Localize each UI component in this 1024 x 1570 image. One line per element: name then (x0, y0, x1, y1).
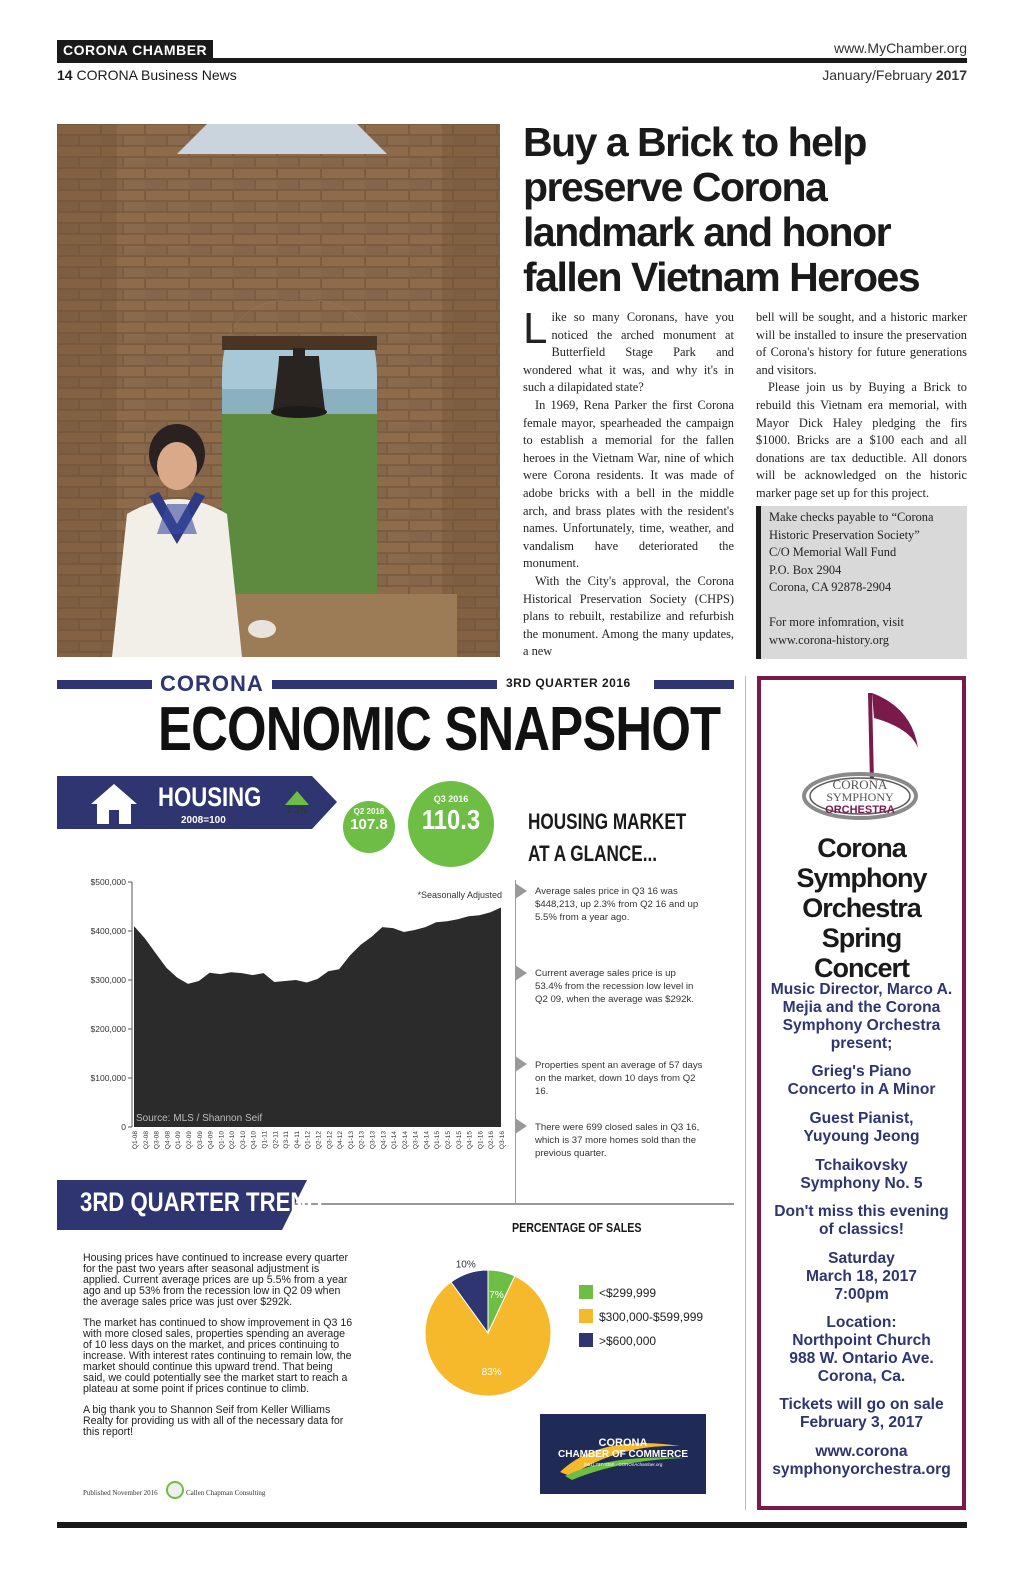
x-tick-label: Q2-08 (142, 1131, 150, 1150)
chart-source: Source: MLS / Shannon Seif (136, 1113, 263, 1124)
legend-label: >$600,000 (599, 1334, 657, 1348)
article-paragraph (523, 309, 734, 397)
q2-index-badge (343, 801, 395, 853)
x-tick-label: Q4-11 (293, 1131, 301, 1149)
orchestra-logo-line3: ORCHESTRA (825, 804, 895, 816)
chamber-logo-name: CORONA (598, 1437, 648, 1449)
x-tick-label: Q1-13 (347, 1131, 355, 1150)
site-url[interactable]: www.MyChamber.org (833, 40, 967, 56)
x-tick-label: Q3-13 (369, 1131, 377, 1150)
legend-swatch (579, 1309, 593, 1323)
ad-location-line: 988 W. Ontario Ave. (789, 1350, 934, 1367)
q2-label: Q2 2016 (353, 807, 385, 816)
x-tick-label: Q1-16 (477, 1131, 485, 1150)
published-date: Published November 2016 (83, 1489, 158, 1497)
x-tick-label: Q3-09 (196, 1131, 204, 1150)
article-paragraph: bell will be sought, and a historic marker will be installed to insure the preservation of Corona's history for future generations and visitors. (756, 310, 967, 377)
x-tick-label: Q1-08 (132, 1131, 139, 1150)
trend-paragraph: A big thank you to Shannon Seif from Keller Williams Realty for providing us with all of the necessary data for this report! (83, 1404, 344, 1438)
consultant-logo-icon (166, 1481, 184, 1499)
x-tick-label: Q1-12 (304, 1131, 312, 1150)
ad-location (757, 1314, 966, 1386)
pie-value-label: 7% (489, 1289, 504, 1301)
ad-pianist: Guest Pianist, Yuyoung Jeong (803, 1110, 920, 1145)
monument-photo (57, 124, 500, 657)
bullet-arrow-icon (515, 1056, 527, 1072)
glance-heading (528, 806, 686, 870)
header-rule (57, 58, 967, 63)
legend-label: $300,000-$599,999 (599, 1310, 704, 1324)
x-tick-label: Q2-15 (445, 1131, 453, 1150)
page-number-value: 14 (57, 67, 73, 83)
x-tick-label: Q2-09 (185, 1131, 193, 1150)
bullet-arrow-icon (515, 965, 527, 981)
q2-value: 107.8 (350, 816, 388, 833)
housing-price-chart (57, 870, 515, 1170)
x-tick-label: Q3-12 (326, 1131, 334, 1150)
x-tick-label: Q2-14 (401, 1131, 409, 1150)
x-tick-label: Q1-09 (175, 1131, 183, 1150)
publication-name: CORONA Business News (76, 67, 237, 83)
market-bullet: There were 699 closed sales in Q3 16, which is 37 more homes sold than the previous quarter. (535, 1122, 700, 1159)
article-paragraph: In 1969, Rena Parker the first Corona female mayor, spearheaded the campaign to establish a memorial for the fallen heroes in the Vietnam War, nine of which were Corona residents. It was made of adobe bricks with a bell in the middle arch, and brass plates with the resident's names. Unfortunately, time, weather, and vandalism have deteriorated the monument. (523, 397, 734, 571)
page-number (57, 67, 237, 83)
ad-tickets: Tickets will go on sale February 3, 2017 (779, 1396, 944, 1431)
x-tick-label: Q4-09 (207, 1131, 215, 1150)
x-tick-label: Q1-15 (434, 1131, 442, 1150)
article-paragraph: Please join us by Buying a Brick to rebuild this Vietnam era memorial, with Mayor Dick Haley pledging the firs $1000. Bricks are a $100 each and all donations are tax deductible. All donors will be acknowledged on the historic marker page set up for this project. (756, 380, 967, 500)
divider (515, 880, 516, 1205)
footer-rule (57, 1522, 967, 1528)
trend-text (83, 1253, 353, 1448)
trend-paragraph: The market has continued to show improvement in Q3 16 with more closed sales, properties spending an average of 10 less days on the market, and prices continuing to increase. With interest rates continuing to remain low, the market should continue this upward trend. That being said, we could potentially see the market start to reach a plateau at some point if prices continue to climb. (83, 1317, 353, 1395)
ad-piece-2: Tchaikovsky Symphony No. 5 (800, 1157, 923, 1192)
orchestra-logo-line1: CORONA (832, 777, 888, 792)
payable-line: Make checks payable to “Corona Historic Preservation Society” (769, 510, 934, 542)
pie-value-label: 10% (455, 1259, 476, 1271)
monument-illustration (57, 124, 500, 657)
legend-item (579, 1333, 656, 1348)
x-tick-label: Q4-14 (423, 1131, 431, 1150)
x-tick-label: Q2-10 (229, 1131, 237, 1150)
x-tick-label: Q3-11 (283, 1131, 291, 1149)
up-arrow-icon (285, 791, 309, 805)
y-tick-label: $100,000 (90, 1073, 126, 1083)
sales-pie-chart (420, 1253, 560, 1403)
chamber-logo (540, 1414, 706, 1494)
article-paragraph: With the City's approval, the Corona Historical Preservation Society (CHPS) plans to rebuilt, restabilize and refurbish the monument. Among the many updates, a new (523, 573, 734, 659)
ad-date-line: Saturday (828, 1250, 895, 1267)
legend-item (579, 1309, 703, 1324)
column-separator (745, 676, 746, 1510)
market-bullet: Average sales price in Q3 16 was $448,213, up 2.3% from Q2 16 and up 5.5% from a year ago. (535, 886, 699, 923)
chart-note: *Seasonally Adjusted (417, 890, 502, 900)
x-tick-label: Q3-08 (153, 1131, 161, 1150)
x-tick-label: Q4-12 (337, 1131, 345, 1150)
snapshot-city: CORONA (160, 671, 264, 696)
donation-info-box (756, 506, 967, 659)
paragraph-text: ike so many Coronans, have you noticed the arched monument at Butterfield Stage Park and wondered what it was, and why it's in such a dilapidated state? (523, 310, 734, 395)
legend-label: <$299,999 (599, 1286, 657, 1300)
q3-label: Q3 2016 (433, 794, 469, 804)
glance-line: AT A GLANCE... (528, 841, 658, 866)
consultant-name: Callen Chapman Consulting (186, 1489, 266, 1497)
x-tick-label: Q1-11 (261, 1131, 269, 1149)
ad-piece-1: Grieg's Piano Concerto in A Minor (787, 1063, 936, 1098)
article-column-1 (523, 309, 734, 661)
issue-year: 2017 (935, 67, 967, 83)
y-tick-label: $200,000 (90, 1024, 126, 1034)
legend-swatch (579, 1333, 593, 1347)
ad-date (757, 1250, 966, 1304)
pie-title: PERCENTAGE OF SALES (512, 1220, 642, 1235)
ad-date-line: 7:00pm (834, 1286, 889, 1303)
x-tick-label: Q3-14 (412, 1131, 420, 1150)
pie-value-label: 83% (481, 1366, 502, 1378)
chamber-logo-contact: (951) 737-3350 · COROnAchamber.org (583, 1462, 663, 1467)
ad-title: Corona Symphony Orchestra Spring Concert (796, 833, 927, 983)
price-area (134, 908, 501, 1128)
q3-value: 110.3 (421, 804, 481, 835)
x-tick-label: Q3-15 (455, 1131, 463, 1150)
section-tag: CORONA CHAMBER (57, 40, 213, 59)
market-bullet: Properties spent an average of 57 days on the market, down 10 days from Q2 16. (535, 1060, 703, 1097)
trend-label: 3RD QUARTER TREND (80, 1187, 323, 1217)
po-box-line: P.O. Box 2904 (769, 562, 842, 577)
ad-location-line: Corona, Ca. (817, 1368, 906, 1385)
orchestra-logo (800, 688, 925, 823)
banner-bar (272, 680, 497, 689)
x-tick-label: Q4-13 (380, 1131, 388, 1150)
market-bullet: Current average sales price is up 53.4% from the recession low level in Q2 09, when the average was $292k. (535, 968, 694, 1005)
x-tick-label: Q2-13 (358, 1131, 366, 1150)
x-tick-label: Q3-16 (499, 1131, 506, 1150)
bullet-arrow-icon (515, 883, 527, 899)
legend-swatch (579, 1285, 593, 1299)
housing-base: 2008=100 (181, 815, 226, 826)
y-tick-label: 0 (121, 1122, 126, 1132)
issue-date (822, 67, 967, 83)
snapshot-title: ECONOMIC SNAPSHOT (158, 695, 721, 764)
ad-location-line: Northpoint Church (792, 1332, 931, 1349)
orchestra-logo-line2: SYMPHONY (826, 790, 894, 804)
glance-line: HOUSING MARKET (528, 809, 687, 834)
legend-item (579, 1285, 656, 1300)
ad-date-line: March 18, 2017 (806, 1268, 917, 1285)
housing-label: HOUSING (158, 782, 262, 812)
trend-paragraph: Housing prices have continued to increase every quarter for the past two years after seasonal adjustment is applied. Current average prices are up 5.5% from a year ago and up 53% from the recession low in Q2 09 when the average sales price was just over $292k. (83, 1252, 348, 1308)
x-tick-label: Q4-15 (466, 1131, 474, 1150)
issue-month: January/February (822, 67, 932, 83)
q3-index-badge (408, 781, 494, 867)
city-line: Corona, CA 92878-2904 (769, 580, 892, 595)
y-tick-label: $400,000 (90, 926, 126, 936)
banner-bar (654, 680, 734, 689)
article-headline: Buy a Brick to help preserve Corona landmark and honor fallen Vietnam Heroes (523, 119, 920, 300)
banner-bar (57, 680, 152, 689)
x-tick-label: Q4-10 (250, 1131, 258, 1150)
bullet-arrow-icon (515, 1118, 527, 1134)
memorial-fund-line: C/O Memorial Wall Fund (769, 545, 897, 560)
y-tick-label: $500,000 (90, 877, 126, 887)
x-tick-label: Q1-14 (391, 1131, 399, 1150)
y-tick-label: $300,000 (90, 975, 126, 985)
x-tick-label: Q2-16 (488, 1131, 496, 1150)
drop-cap: L (523, 309, 548, 353)
x-tick-label: Q4-08 (164, 1131, 172, 1150)
x-tick-label: Q1-10 (218, 1131, 226, 1150)
snapshot-quarter: 3RD QUARTER 2016 (506, 676, 631, 690)
x-tick-label: Q2-11 (272, 1131, 280, 1149)
ad-tagline: Don't miss this evening of classics! (774, 1203, 949, 1238)
housing-change: 2.3% (287, 805, 308, 815)
ad-website-line[interactable]: www.corona (815, 1443, 908, 1460)
ad-website[interactable] (757, 1443, 966, 1479)
x-tick-label: Q3-10 (239, 1131, 247, 1150)
x-tick-label: Q2-12 (315, 1131, 323, 1150)
ad-director: Music Director, Marco A. Mejia and the Corona Symphony Orchestra present; (770, 981, 953, 1052)
ad-website-line[interactable]: symphonyorchestra.org (772, 1461, 951, 1478)
chamber-logo-sub: CHAMBER OF COMMERCE (558, 1449, 688, 1460)
more-info-line[interactable]: For more infomration, visit www.corona-history.org (769, 614, 904, 647)
ad-location-label: Location: (826, 1314, 897, 1331)
article-column-2 (756, 309, 967, 503)
